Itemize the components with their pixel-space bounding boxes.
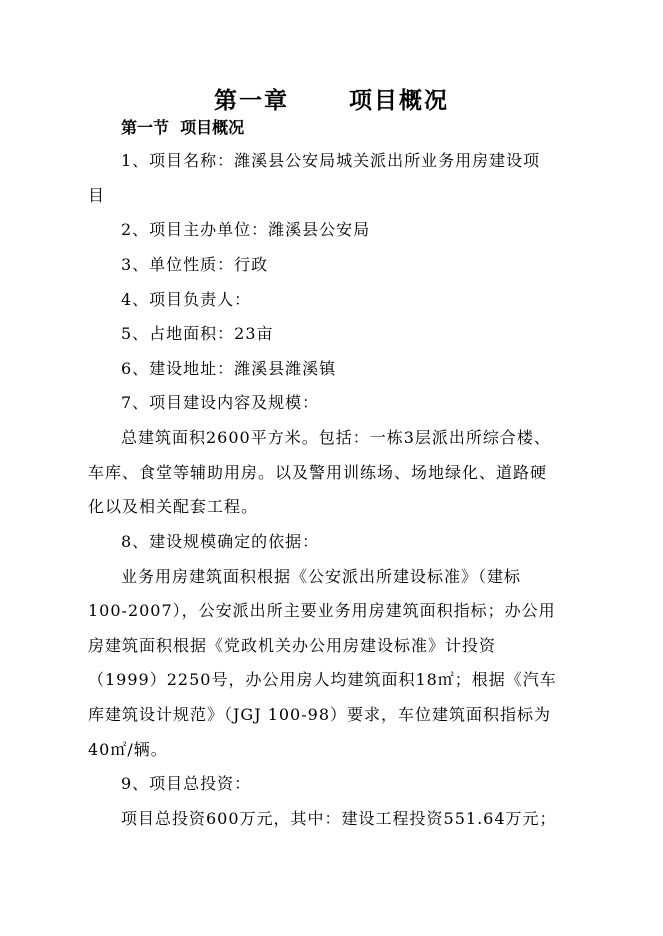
paragraph-line: 房建筑面积根据《党政机关办公用房建设标准》计投资 xyxy=(88,636,497,655)
section-title: 第一节 项目概况 xyxy=(121,118,245,137)
paragraph-line: 40㎡/辆。 xyxy=(88,740,168,759)
paragraph-line: 2、项目主办单位：潍溪县公安局 xyxy=(121,220,371,239)
paragraph-line: （1999）2250号，办公用房人均建筑面积18㎡；根据《汽车 xyxy=(88,670,557,689)
paragraph-line: 7、项目建设内容及规模： xyxy=(121,393,320,412)
paragraph-line: 3、单位性质：行政 xyxy=(121,255,269,274)
chapter-title: 第一章 项目概况 xyxy=(213,88,450,114)
paragraph-line: 库建筑设计规范》（JGJ 100-98）要求，车位建筑面积指标为 xyxy=(88,705,552,724)
paragraph-line: 9、项目总投资： xyxy=(121,774,252,793)
paragraph-line: 业务用房建筑面积根据《公安派出所建设标准》（建标 xyxy=(121,567,522,586)
paragraph-line: 6、建设地址：潍溪县潍溪镇 xyxy=(121,359,337,378)
paragraph-line: 总建筑面积2600平方米。包括：一栋3层派出所综合楼、 xyxy=(121,428,551,447)
paragraph-line: 8、建设规模确定的依据： xyxy=(121,532,320,551)
paragraph-line: 4、项目负责人： xyxy=(121,290,252,309)
paragraph-line: 车库、食堂等辅助用房。以及警用训练场、场地绿化、道路硬 xyxy=(88,463,548,482)
paragraph-line: 项目总投资600万元，其中：建设工程投资551.64万元； xyxy=(121,809,557,828)
paragraph-line: 100-2007），公安派出所主要业务用房建筑面积指标；办公用 xyxy=(88,601,556,620)
paragraph-line: 1、项目名称：潍溪县公安局城关派出所业务用房建设项 xyxy=(121,151,541,170)
paragraph-line: 化以及相关配套工程。 xyxy=(88,497,259,516)
paragraph-line: 5、占地面积：23亩 xyxy=(121,324,274,343)
paragraph-line: 目 xyxy=(88,186,106,205)
